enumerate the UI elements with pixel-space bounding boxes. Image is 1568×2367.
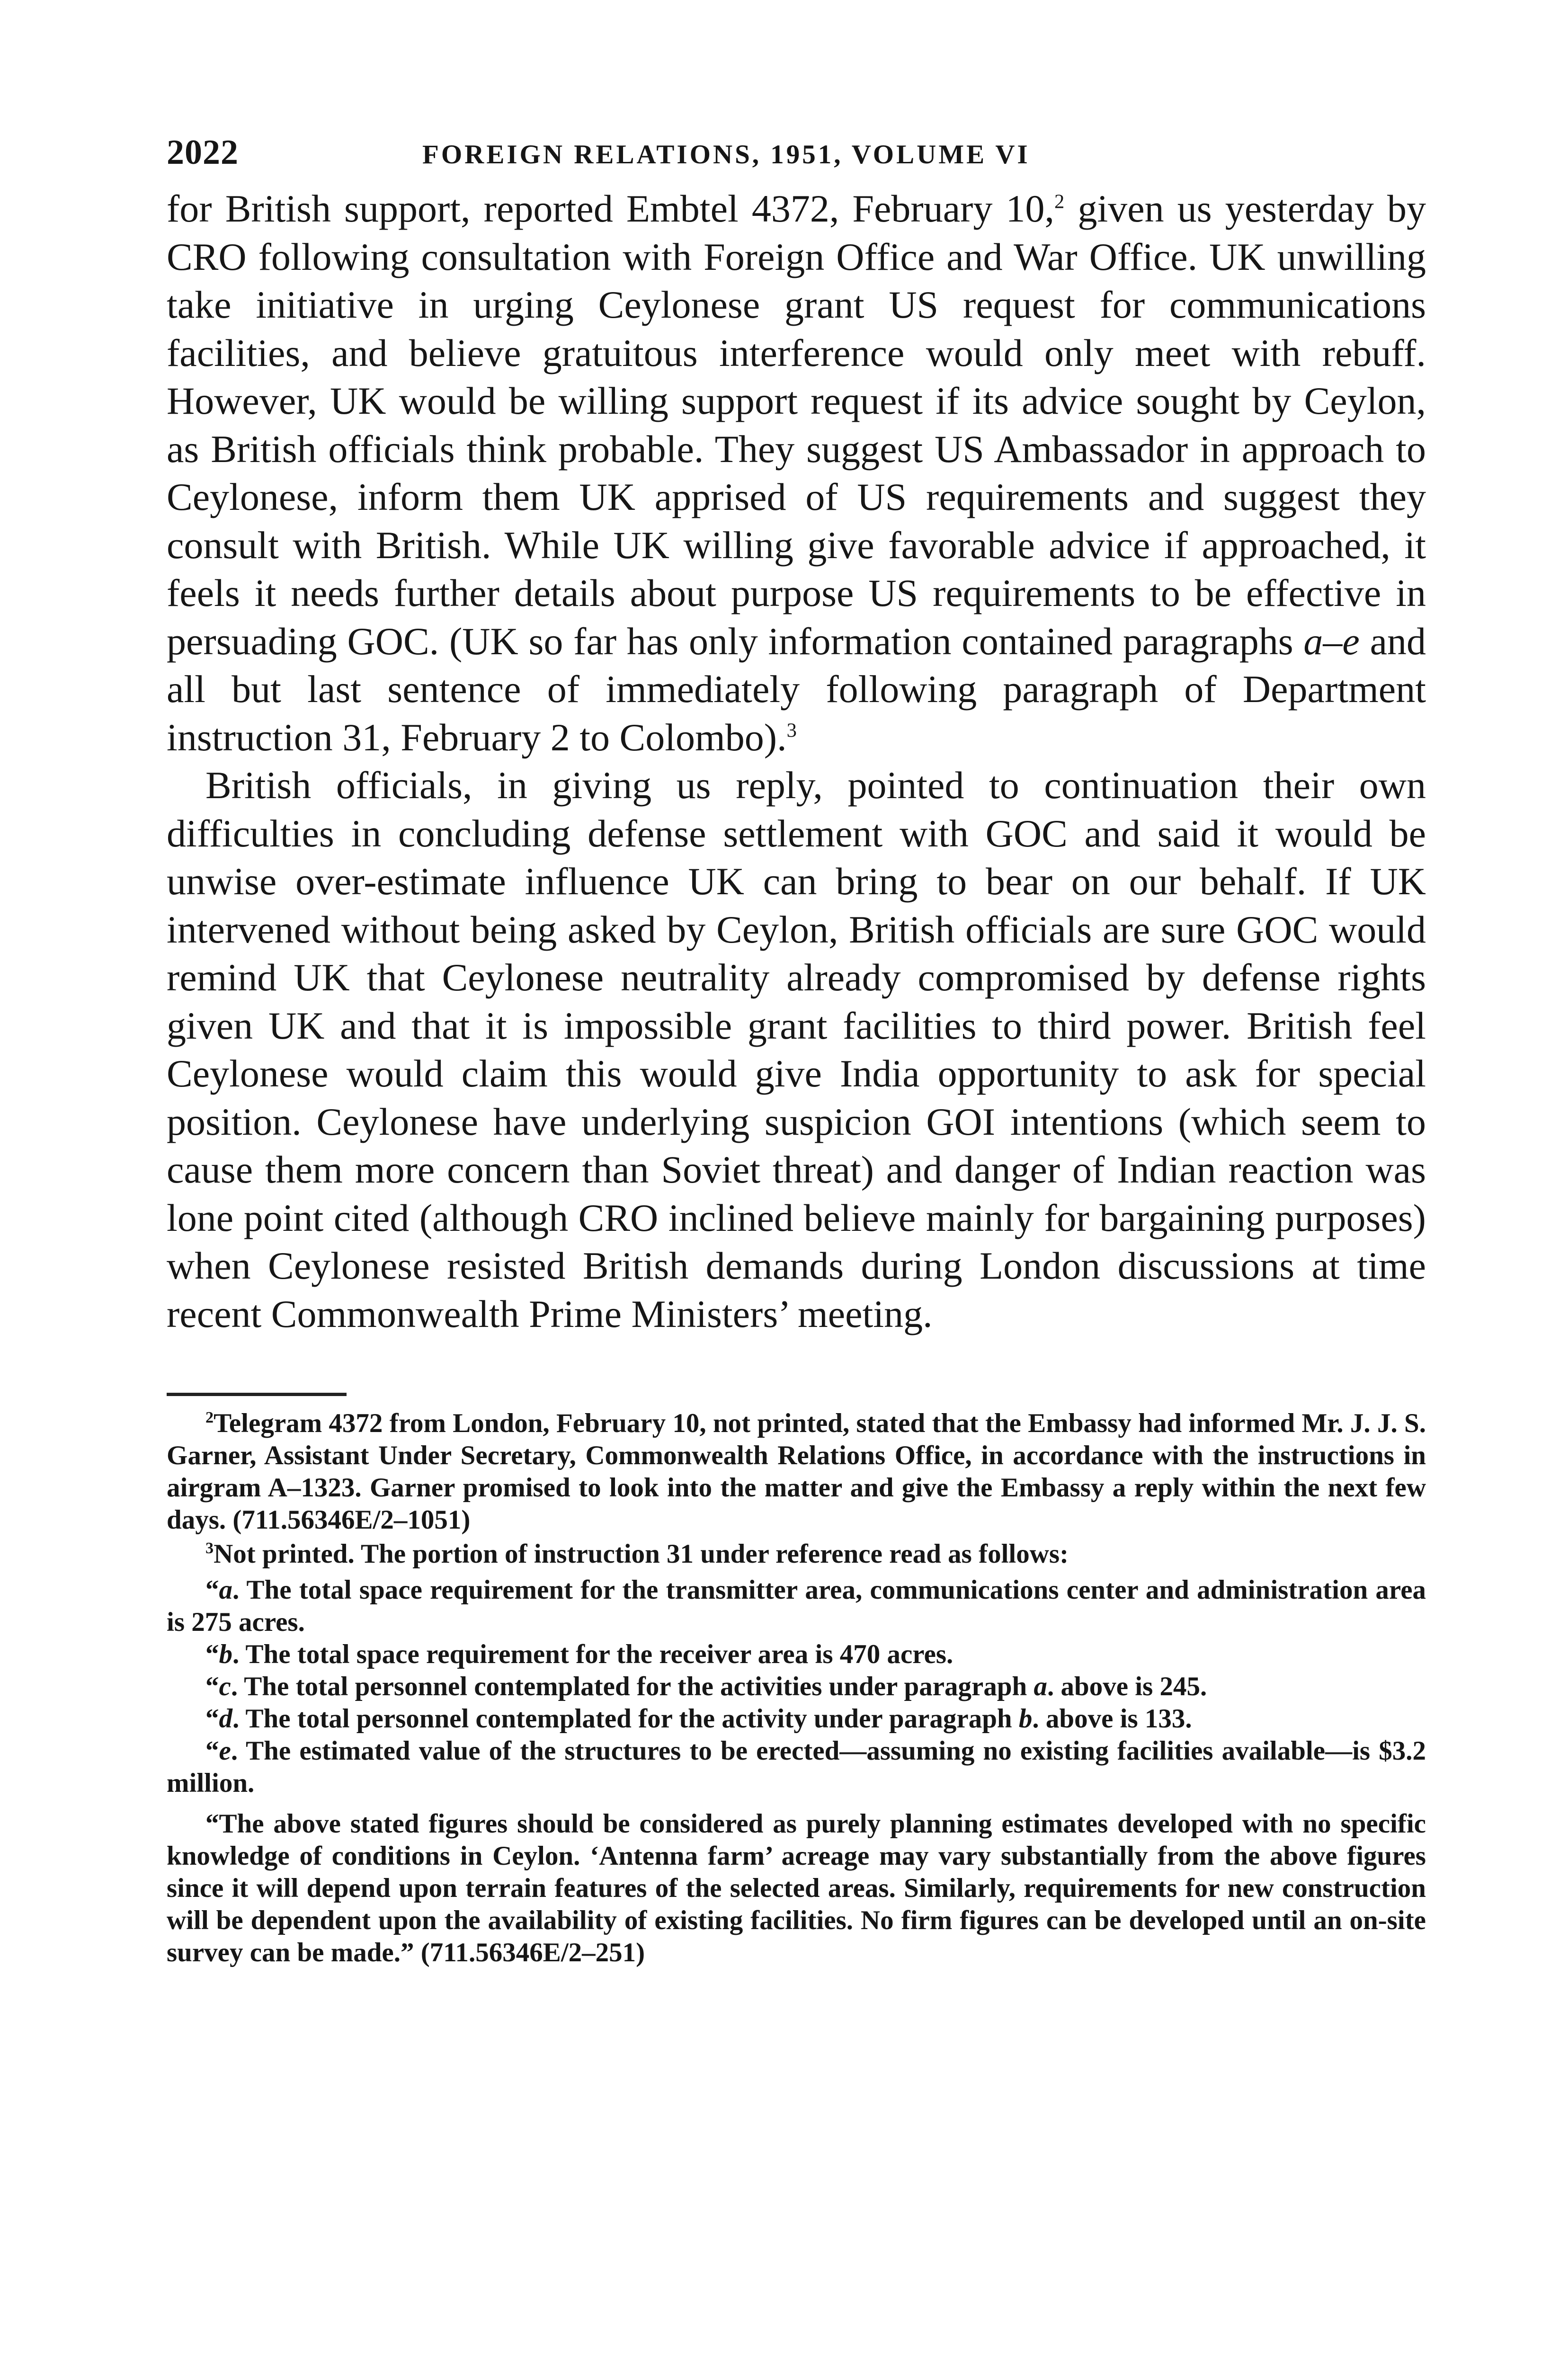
quoted-item-c xyxy=(167,1671,1426,1703)
footnote-3-text: Not printed. The portion of instruction 31 under reference read as follows: xyxy=(214,1539,1069,1569)
footnote-reference-2: 2 xyxy=(1054,190,1065,213)
quoted-item-a xyxy=(167,1574,1426,1638)
item-letter-a: a xyxy=(219,1575,232,1605)
running-head xyxy=(167,133,1426,185)
item-text-a: . The total space requirement for the transmitter area, communications center and administration area is 275 acres. xyxy=(167,1575,1426,1637)
quote-open-e: “ xyxy=(205,1736,219,1766)
quoted-item-b xyxy=(167,1638,1426,1671)
paragraph-2: British officials, in giving us reply, pointed to continuation their own difficulties in concluding defense settlement with GOC and said it would be unwise over-estimate influence UK can bring to bear on our behalf. If UK intervened without being asked by Ceylon, British officials are sure GOC would remind UK that Ceylonese neutrality already compromised by defense rights given UK and that it is impossible grant facilities to third power. British feel Ceylonese would claim this would give India opportunity to ask for special position. Ceylonese have underlying suspicion GOI intentions (which seem to cause them more concern than Soviet threat) and danger of Indian reaction was lone point cited (although CRO inclined believe mainly for bargaining purposes) when Ceylonese resisted British demands during London discussions at time recent Commonwealth Prime Ministers’ meeting. xyxy=(167,764,1426,1335)
running-title: FOREIGN RELATIONS, 1951, VOLUME VI xyxy=(422,140,1030,169)
item-text-d: . The total personnel contemplated for the activity under paragraph xyxy=(232,1704,1019,1734)
paragraph-range-a-e: a–e xyxy=(1303,619,1360,663)
footnote-2-marker: 2 xyxy=(205,1409,214,1426)
main-text xyxy=(167,185,1426,1338)
item-d-paragraph-ref: b xyxy=(1018,1704,1033,1734)
item-letter-c: c xyxy=(219,1672,231,1701)
quoted-item-d xyxy=(167,1703,1426,1735)
quote-open-c: “ xyxy=(205,1672,219,1701)
quote-open-d: “ xyxy=(205,1704,219,1734)
document-page xyxy=(167,133,1426,1969)
footnotes xyxy=(167,1407,1426,1969)
quoted-item-e xyxy=(167,1735,1426,1799)
paragraph-1-part-c: and all but last sentence of immediately following paragraph of Department instruction 31, February 2 to Colombo). xyxy=(167,619,1426,759)
quote-open-a: “ xyxy=(205,1575,219,1605)
item-letter-d: d xyxy=(219,1704,232,1734)
item-d-tail: . above is 133. xyxy=(1032,1704,1192,1734)
footnote-reference-3: 3 xyxy=(786,719,797,742)
footnote-3-closing: “The above stated figures should be considered as purely planning estimates developed with no specific knowledge of conditions in Ceylon. ‘Antenna farm’ acreage may vary substantially from the above figures since it will depend upon terrain features of the selected areas. Similarly, requirements for new construction will be dependent upon the availability of existing facilities. No firm figures can be developed until an on-site survey can be made.” (711.56346E/2–251) xyxy=(167,1809,1426,1967)
footnote-2 xyxy=(167,1407,1426,1536)
item-text-e: . The estimated value of the structures to be erected—assuming no existing facilities available—is $3.2 million. xyxy=(167,1736,1426,1798)
item-text-c: . The total personnel contemplated for the activities under paragraph xyxy=(231,1672,1034,1701)
footnote-3-marker: 3 xyxy=(205,1539,214,1557)
item-letter-b: b xyxy=(219,1639,232,1669)
item-c-paragraph-ref: a xyxy=(1033,1672,1048,1701)
footnote-2-text: Telegram 4372 from London, February 10, not printed, stated that the Embassy had informed Mr. J. J. S. Garner, Assistant Under Secretary, Commonwealth Relations Office, in accordance with the instructions in airgram A–1323. Garner promised to look into the matter and give the Embassy a reply within the next few days. (711.56346E/2–1051) xyxy=(167,1408,1426,1535)
item-text-b: . The total space requirement for the receiver area is 470 acres. xyxy=(232,1639,953,1669)
item-letter-e: e xyxy=(219,1736,231,1766)
paragraph-1-part-a: for British support, reported Embtel 4372, February 10, xyxy=(167,187,1055,230)
footnote-3 xyxy=(167,1538,1426,1570)
paragraph-1 xyxy=(167,185,1426,761)
item-c-tail: . above is 245. xyxy=(1047,1672,1207,1701)
page-number: 2022 xyxy=(167,133,239,172)
paragraph-1-part-b: given us yesterday by CRO following consultation with Foreign Office and War Office. UK unwilling take initiative in urging Ceylonese grant US request for communications facilities, and believe gratuitous interference would only meet with rebuff. However, UK would be willing support request if its advice sought by Ceylon, as British officials think probable. They suggest US Ambassador in approach to Ceylonese, inform them UK apprised of US requirements and suggest they consult with British. While UK willing give favorable advice if approached, it feels it needs further details about purpose US requirements to be effective in persuading GOC. (UK so far has only information contained paragraphs xyxy=(167,187,1426,663)
quote-open-b: “ xyxy=(205,1639,219,1669)
footnote-rule xyxy=(167,1393,347,1396)
